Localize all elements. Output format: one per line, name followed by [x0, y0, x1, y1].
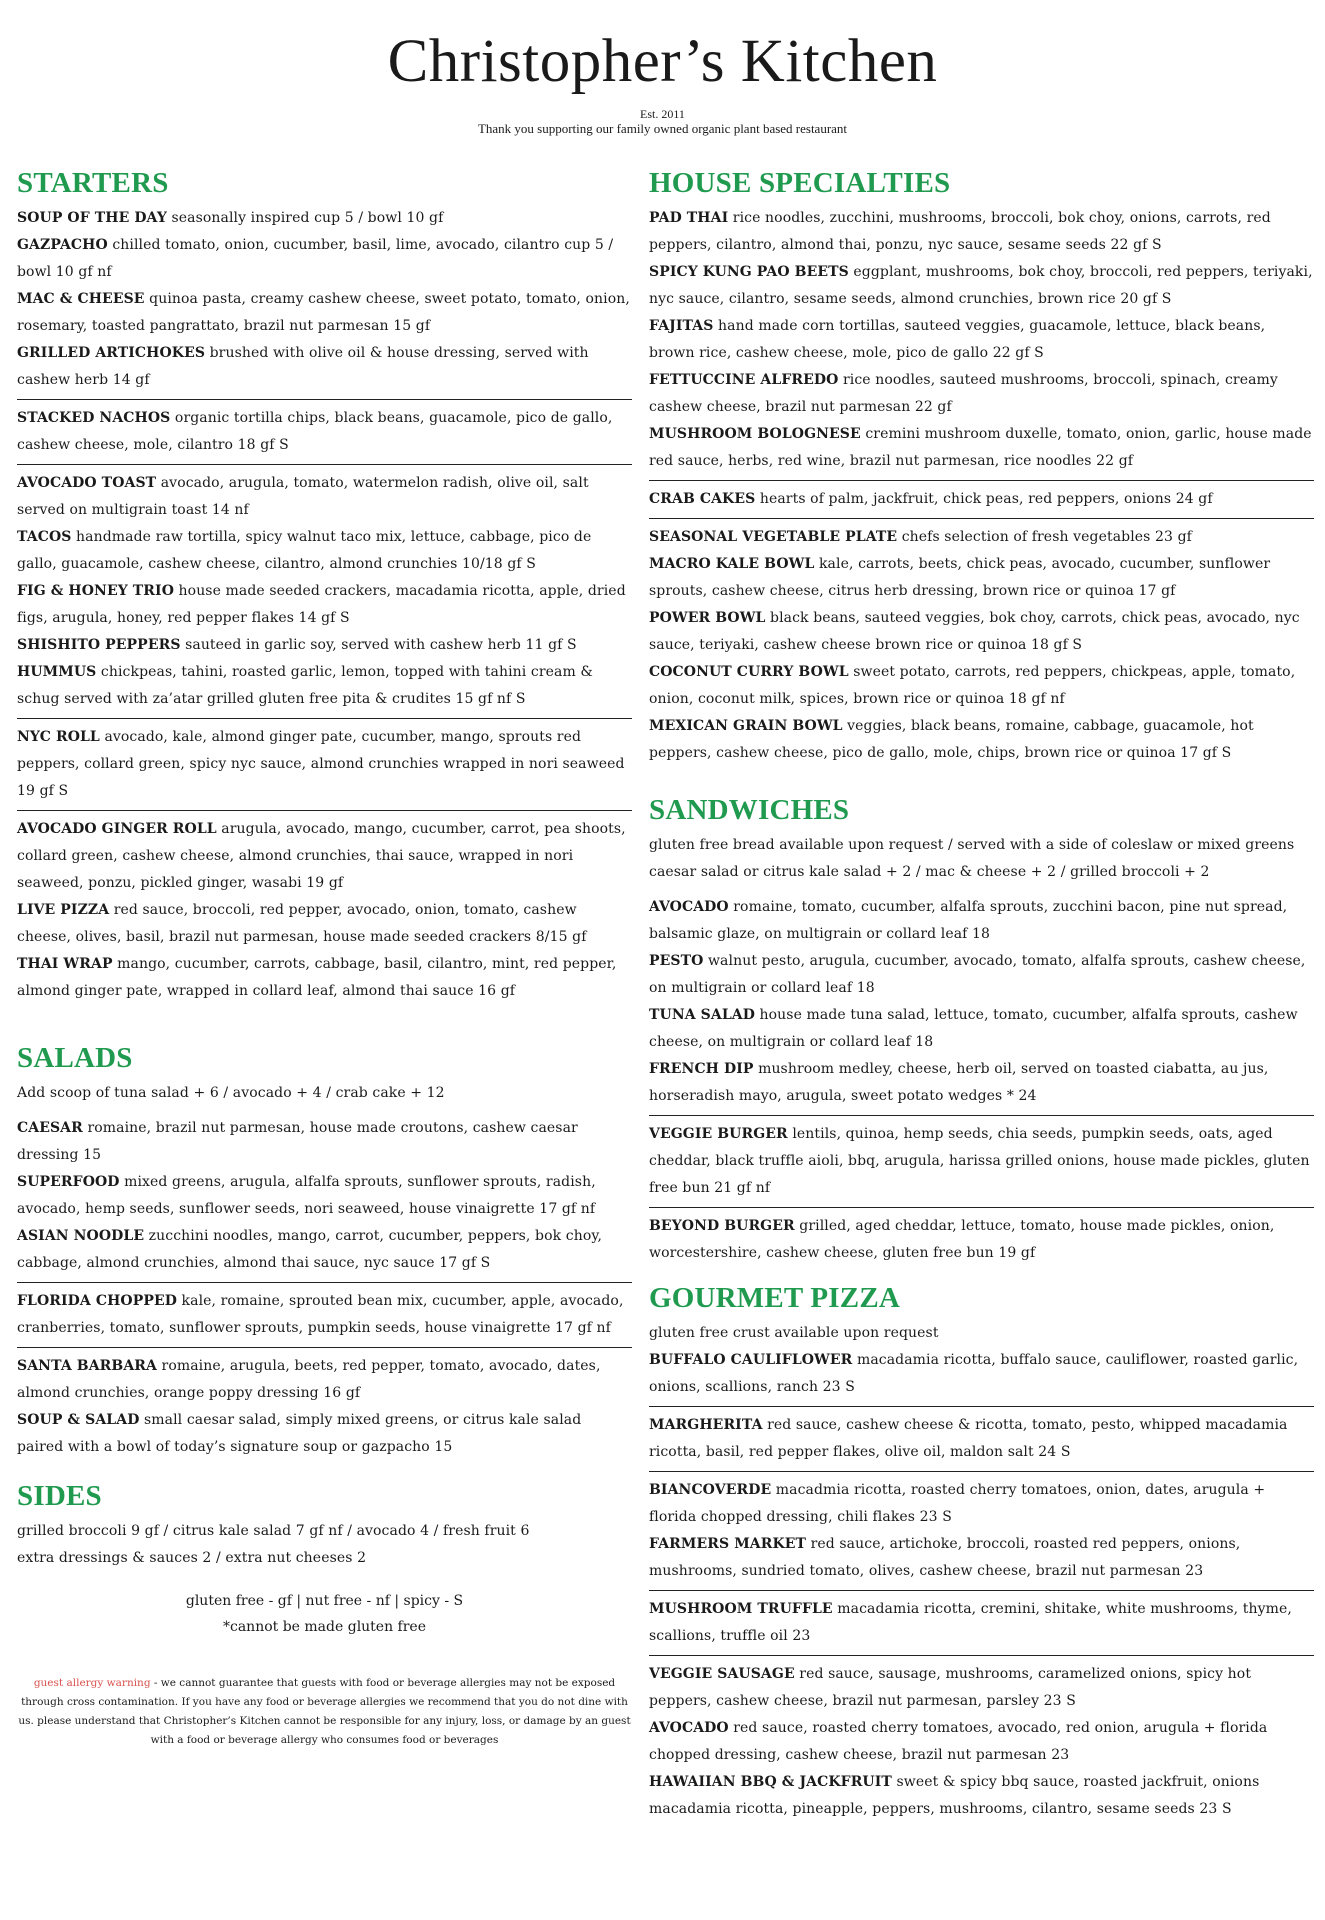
item-name: MUSHROOM TRUFFLE: [649, 1601, 833, 1617]
menu-item: [649, 1412, 1314, 1466]
menu-item: [649, 313, 1314, 367]
item-desc: zucchini noodles, mango, carrot, cucumber, peppers, bok choy, cabbage, almond crunchies, almond thai sauce, nyc sauce 17 gf S: [17, 1228, 603, 1271]
menu-item: [17, 405, 632, 459]
item-name: AVOCADO: [649, 899, 729, 915]
item-name: TUNA SALAD: [649, 1007, 755, 1023]
item-desc: sauteed in garlic soy, served with cashew herb 11 gf S: [180, 637, 577, 653]
menu-item: [649, 894, 1314, 948]
item-name: FAJITAS: [649, 318, 714, 334]
divider: [649, 518, 1314, 519]
item-name: BEYOND BURGER: [649, 1218, 795, 1234]
menu-item: [649, 1531, 1314, 1585]
starters-group-2: [17, 405, 632, 459]
item-desc: rice noodles, zucchini, mushrooms, broccoli, bok choy, onions, carrots, red peppers, cilantro, almond thai, ponzu, nyc sauce, sesame seeds 22 gf S: [649, 210, 1271, 253]
menu-item: [17, 1288, 632, 1342]
left-column: [17, 166, 632, 1750]
specialties-group-3: [649, 524, 1314, 767]
menu-item: [649, 1121, 1314, 1202]
starters-group-4: [17, 724, 632, 805]
item-desc: red sauce, roasted cherry tomatoes, avocado, red onion, arugula + florida chopped dressing, cashew cheese, brazil nut parmesan 23: [649, 1720, 1268, 1763]
item-desc: red sauce, artichoke, broccoli, roasted red peppers, onions, mushrooms, sundried tomato, olives, cashew cheese, brazil nut parmesan 23: [649, 1536, 1241, 1579]
section-heading-salads: SALADS: [17, 1042, 133, 1074]
item-desc: kale, romaine, sprouted bean mix, cucumber, apple, avocado, cranberries, tomato, sunflower sprouts, pumpkin seeds, house vinaigrette 17 gf nf: [17, 1293, 624, 1336]
menu-item: [649, 1347, 1314, 1401]
item-desc: lentils, quinoa, hemp seeds, chia seeds, pumpkin seeds, oats, aged cheddar, black truffle aioli, bbq, arugula, harissa grilled onions, house made pickles, gluten free bun 21 gf nf: [649, 1126, 1310, 1196]
pizza-group-2: [649, 1412, 1314, 1466]
divider: [17, 1282, 632, 1283]
item-desc: red sauce, cashew cheese & ricotta, tomato, pesto, whipped macadamia ricotta, basil, red pepper flakes, olive oil, maldon salt 24 S: [649, 1417, 1288, 1460]
item-name: SEASONAL VEGETABLE PLATE: [649, 529, 898, 545]
divider: [649, 480, 1314, 481]
menu-item: [649, 421, 1314, 475]
restaurant-title: Christopher’s Kitchen: [387, 28, 938, 95]
menu-item: [649, 605, 1314, 659]
item-name: HAWAIIAN BBQ & JACKFRUIT: [649, 1774, 892, 1790]
item-desc: macadamia ricotta, cremini, shitake, white mushrooms, thyme, scallions, truffle oil 23: [649, 1601, 1292, 1644]
menu-item: [17, 659, 632, 713]
item-name: MEXICAN GRAIN BOWL: [649, 718, 843, 734]
section-heading-sides: SIDES: [17, 1480, 102, 1512]
item-desc: chilled tomato, onion, cucumber, basil, lime, avocado, cilantro cup 5 / bowl 10 gf nf: [17, 237, 614, 280]
item-desc: chefs selection of fresh vegetables 23 gf: [897, 529, 1192, 545]
divider: [649, 1406, 1314, 1407]
divider: [649, 1471, 1314, 1472]
item-desc: avocado, kale, almond ginger pate, cucumber, mango, sprouts red peppers, collard green, spicy nyc sauce, almond crunchies wrapped in nori seaweed 19 gf S: [17, 729, 625, 799]
salads-group-3: [17, 1353, 632, 1461]
item-name: ASIAN NOODLE: [17, 1228, 145, 1244]
item-desc: mixed greens, arugula, alfalfa sprouts, sunflower sprouts, radish, avocado, hemp seeds, sunflower seeds, nori seaweed, house vinaigrette 17 gf nf: [17, 1174, 596, 1217]
sandwiches-group-2: [649, 1121, 1314, 1202]
menu-item: [649, 948, 1314, 1002]
item-desc: mushroom medley, cheese, herb oil, served on toasted ciabatta, au jus, horseradish mayo, arugula, sweet potato wedges * 24: [649, 1061, 1269, 1104]
starters-group-5: [17, 816, 632, 1005]
menu-item: [649, 1002, 1314, 1056]
item-name: VEGGIE BURGER: [649, 1126, 788, 1142]
menu-item: [17, 286, 632, 340]
item-desc: eggplant, mushrooms, bok choy, broccoli, red peppers, teriyaki, nyc sauce, cilantro, sesame seeds, almond crunchies, brown rice 20 gf S: [649, 264, 1313, 307]
divider: [17, 399, 632, 400]
item-desc: macadmia ricotta, roasted cherry tomatoes, onion, dates, arugula + florida chopped dressing, chili flakes 23 S: [649, 1482, 1266, 1525]
divider: [649, 1590, 1314, 1591]
menu-item: [17, 1115, 632, 1169]
item-name: MACRO KALE BOWL: [649, 556, 815, 572]
menu-item: [649, 486, 1314, 513]
item-desc: macadamia ricotta, buffalo sauce, cauliflower, roasted garlic, onions, scallions, ranch 23 S: [649, 1352, 1299, 1395]
specialties-group-2: [649, 486, 1314, 513]
gluten-footnote: *cannot be made gluten free: [222, 1619, 427, 1635]
menu-item: [649, 1477, 1314, 1531]
item-name: VEGGIE SAUSAGE: [649, 1666, 795, 1682]
divider: [17, 718, 632, 719]
item-desc: chickpeas, tahini, roasted garlic, lemon, topped with tahini cream & schug served with za’atar grilled gluten free pita & crudites 15 gf nf S: [17, 664, 593, 707]
dietary-legend: gluten free - gf | nut free - nf | spicy - S: [185, 1593, 464, 1609]
sandwiches-note-1: gluten free bread available upon request / served with a side of coleslaw or mixed greens: [649, 837, 1295, 853]
menu-item: [17, 897, 632, 951]
divider: [649, 1655, 1314, 1656]
starters-group-1: [17, 205, 632, 394]
divider: [17, 810, 632, 811]
menu-item: [649, 1596, 1314, 1650]
menu-item: [17, 816, 632, 897]
item-desc: quinoa pasta, creamy cashew cheese, sweet potato, tomato, onion, rosemary, toasted pangrattato, brazil nut parmesan 15 gf: [17, 291, 630, 334]
pizza-group-5: [649, 1661, 1314, 1823]
section-heading-gourmet-pizza: GOURMET PIZZA: [649, 1282, 901, 1314]
menu-item: [649, 259, 1314, 313]
item-name: FETTUCCINE ALFREDO: [649, 372, 839, 388]
section-heading-sandwiches: SANDWICHES: [649, 794, 850, 826]
pizza-group-3: [649, 1477, 1314, 1585]
item-name: MARGHERITA: [649, 1417, 763, 1433]
item-name: FRENCH DIP: [649, 1061, 754, 1077]
salads-group-1: [17, 1115, 632, 1277]
menu-item: [649, 1661, 1314, 1715]
pizza-note: gluten free crust available upon request: [649, 1325, 939, 1341]
menu-item: [17, 524, 632, 578]
item-name: BIANCOVERDE: [649, 1482, 772, 1498]
divider: [17, 1347, 632, 1348]
pizza-group-4: [649, 1596, 1314, 1650]
menu-item: [649, 367, 1314, 421]
menu-item: [17, 724, 632, 805]
specialties-group-1: [649, 205, 1314, 475]
sides-line-2: extra dressings & sauces 2 / extra nut cheeses 2: [17, 1550, 367, 1566]
item-desc: small caesar salad, simply mixed greens, or citrus kale salad paired with a bowl of today’s signature soup or gazpacho 15: [17, 1412, 582, 1455]
item-name: GRILLED ARTICHOKES: [17, 345, 206, 361]
item-name: CRAB CAKES: [649, 491, 756, 507]
item-desc: cremini mushroom duxelle, tomato, onion, garlic, house made red sauce, herbs, red wine, brazil nut parmesan, rice noodles 22 gf: [649, 426, 1312, 469]
sides-line-1: grilled broccoli 9 gf / citrus kale salad 7 gf nf / avocado 4 / fresh fruit 6: [17, 1523, 530, 1539]
item-desc: hearts of palm, jackfruit, chick peas, red peppers, onions 24 gf: [755, 491, 1213, 507]
item-name: BUFFALO CAULIFLOWER: [649, 1352, 853, 1368]
item-name: PESTO: [649, 953, 704, 969]
item-desc: hand made corn tortillas, sauteed veggies, guacamole, lettuce, black beans, brown rice, cashew cheese, mole, pico de gallo 22 gf S: [649, 318, 1266, 361]
item-name: SPICY KUNG PAO BEETS: [649, 264, 849, 280]
menu-item: [17, 632, 632, 659]
item-name: GAZPACHO: [17, 237, 108, 253]
item-name: AVOCADO: [649, 1720, 729, 1736]
pizza-group-1: [649, 1347, 1314, 1401]
item-name: POWER BOWL: [649, 610, 766, 626]
divider: [649, 1207, 1314, 1208]
divider: [649, 1115, 1314, 1116]
menu-item: [649, 1769, 1314, 1823]
item-desc: veggies, black beans, romaine, cabbage, guacamole, hot peppers, cashew cheese, pico de gallo, mole, chips, brown rice or quinoa 17 gf S: [649, 718, 1254, 761]
item-name: HUMMUS: [17, 664, 97, 680]
item-desc: organic tortilla chips, black beans, guacamole, pico de gallo, cashew cheese, mole, cilantro 18 gf S: [17, 410, 613, 453]
sandwiches-group-3: [649, 1213, 1314, 1267]
item-desc: sweet & spicy bbq sauce, roasted jackfruit, onions macadamia ricotta, pineapple, peppers, mushrooms, cilantro, sesame seeds 23 S: [649, 1774, 1260, 1817]
item-name: STACKED NACHOS: [17, 410, 171, 426]
section-heading-starters: STARTERS: [17, 167, 169, 199]
item-name: FLORIDA CHOPPED: [17, 1293, 177, 1309]
item-desc: rice noodles, sauteed mushrooms, broccoli, spinach, creamy cashew cheese, brazil nut parmesan 22 gf: [649, 372, 1278, 415]
allergy-warning: [17, 1674, 632, 1750]
item-name: COCONUT CURRY BOWL: [649, 664, 849, 680]
section-heading-house-specialties: HOUSE SPECIALTIES: [649, 167, 951, 199]
item-name: THAI WRAP: [17, 956, 113, 972]
right-column: [649, 166, 1314, 1823]
menu-item: [17, 470, 632, 524]
item-desc: walnut pesto, arugula, cucumber, avocado, tomato, alfalfa sprouts, cashew cheese, on multigrain or collard leaf 18: [649, 953, 1306, 996]
item-name: MUSHROOM BOLOGNESE: [649, 426, 861, 442]
menu-item: [17, 205, 632, 232]
menu-item: [649, 551, 1314, 605]
item-desc: romaine, brazil nut parmesan, house made croutons, cashew caesar dressing 15: [17, 1120, 578, 1163]
menu-item: [17, 232, 632, 286]
menu-item: [17, 1407, 632, 1461]
item-desc: brushed with olive oil & house dressing, served with cashew herb 14 gf: [17, 345, 589, 388]
section-note: Add scoop of tuna salad + 6 / avocado + 4 / crab cake + 12: [17, 1085, 445, 1101]
item-name: FARMERS MARKET: [649, 1536, 807, 1552]
salads-group-2: [17, 1288, 632, 1342]
menu-item: [17, 1353, 632, 1407]
item-name: SUPERFOOD: [17, 1174, 120, 1190]
sandwiches-group-1: [649, 894, 1314, 1110]
menu-item: [649, 205, 1314, 259]
tagline: Thank you supporting our family owned organic plant based restaurant: [477, 121, 848, 136]
item-desc: black beans, sauteed veggies, bok choy, carrots, chick peas, avocado, nyc sauce, teriyaki, cashew cheese brown rice or quinoa 18 gf S: [649, 610, 1300, 653]
allergy-warning-text: - we cannot guarantee that guests with food or beverage allergies may not be exposed through cross contamination. If you have any food or beverage allergies we recommend that you do not dine with us. please understand that Christopher’s Kitchen cannot be responsible for any injury, loss, or damage by an guest with a food or beverage allergy who consumes food or beverages: [18, 1677, 631, 1746]
starters-group-3: [17, 470, 632, 713]
divider: [17, 464, 632, 465]
menu-item: [649, 524, 1314, 551]
item-name: SOUP & SALAD: [17, 1412, 140, 1428]
item-name: SANTA BARBARA: [17, 1358, 157, 1374]
item-desc: grilled, aged cheddar, lettuce, tomato, house made pickles, onion, worcestershire, cashew cheese, gluten free bun 19 gf: [649, 1218, 1275, 1261]
item-name: AVOCADO GINGER ROLL: [17, 821, 217, 837]
sandwiches-note-2: caesar salad or citrus kale salad + 2 / mac & cheese + 2 / grilled broccoli + 2: [649, 864, 1210, 880]
menu-header: [0, 26, 1325, 137]
menu-item: [17, 578, 632, 632]
allergy-warning-label: guest allergy warning: [33, 1677, 151, 1689]
item-desc: mango, cucumber, carrots, cabbage, basil, cilantro, mint, red pepper, almond ginger pate, wrapped in collard leaf, almond thai sauce 16 gf: [17, 956, 617, 999]
item-desc: sweet potato, carrots, red peppers, chickpeas, apple, tomato, onion, coconut milk, spices, brown rice or quinoa 18 gf nf: [649, 664, 1296, 707]
menu-item: [17, 1223, 632, 1277]
menu-item: [649, 713, 1314, 767]
item-name: LIVE PIZZA: [17, 902, 110, 918]
item-desc: romaine, arugula, beets, red pepper, tomato, avocado, dates, almond crunchies, orange poppy dressing 16 gf: [17, 1358, 601, 1401]
menu-item: [649, 659, 1314, 713]
menu-item: [649, 1715, 1314, 1769]
established-year: Est. 2011: [640, 107, 685, 121]
item-desc: house made seeded crackers, macadamia ricotta, apple, dried figs, arugula, honey, red pepper flakes 14 gf S: [17, 583, 626, 626]
item-name: NYC ROLL: [17, 729, 100, 745]
menu-item: [17, 1169, 632, 1223]
item-name: SOUP OF THE DAY: [17, 210, 167, 226]
item-desc: handmade raw tortilla, spicy walnut taco mix, lettuce, cabbage, pico de gallo, guacamole, cashew cheese, cilantro, almond crunchies 10/18 gf S: [17, 529, 592, 572]
item-desc: arugula, avocado, mango, cucumber, carrot, pea shoots, collard green, cashew cheese, almond crunchies, thai sauce, wrapped in nori seaweed, ponzu, pickled ginger, wasabi 19 gf: [17, 821, 626, 891]
item-name: FIG & HONEY TRIO: [17, 583, 174, 599]
item-name: SHISHITO PEPPERS: [17, 637, 181, 653]
item-desc: red sauce, broccoli, red pepper, avocado, onion, tomato, cashew cheese, olives, basil, brazil nut parmesan, house made seeded crackers 8/15 gf: [17, 902, 587, 945]
item-desc: house made tuna salad, lettuce, tomato, cucumber, alfalfa sprouts, cashew cheese, on multigrain or collard leaf 18: [649, 1007, 1298, 1050]
item-desc: romaine, tomato, cucumber, alfalfa sprouts, zucchini bacon, pine nut spread, balsamic glaze, on multigrain or collard leaf 18: [649, 899, 1288, 942]
menu-item: [17, 951, 632, 1005]
item-name: TACOS: [17, 529, 72, 545]
menu-item: [17, 340, 632, 394]
item-name: MAC & CHEESE: [17, 291, 145, 307]
item-desc: red sauce, sausage, mushrooms, caramelized onions, spicy hot peppers, cashew cheese, brazil nut parmesan, parsley 23 S: [649, 1666, 1252, 1709]
item-desc: kale, carrots, beets, chick peas, avocado, cucumber, sunflower sprouts, cashew cheese, citrus herb dressing, brown rice or quinoa 17 gf: [649, 556, 1271, 599]
menu-item: [649, 1056, 1314, 1110]
menu-item: [649, 1213, 1314, 1267]
item-desc: seasonally inspired cup 5 / bowl 10 gf: [166, 210, 444, 226]
item-name: AVOCADO TOAST: [17, 475, 157, 491]
item-name: CAESAR: [17, 1120, 83, 1136]
item-name: PAD THAI: [649, 210, 729, 226]
item-desc: avocado, arugula, tomato, watermelon radish, olive oil, salt served on multigrain toast 14 nf: [17, 475, 589, 518]
